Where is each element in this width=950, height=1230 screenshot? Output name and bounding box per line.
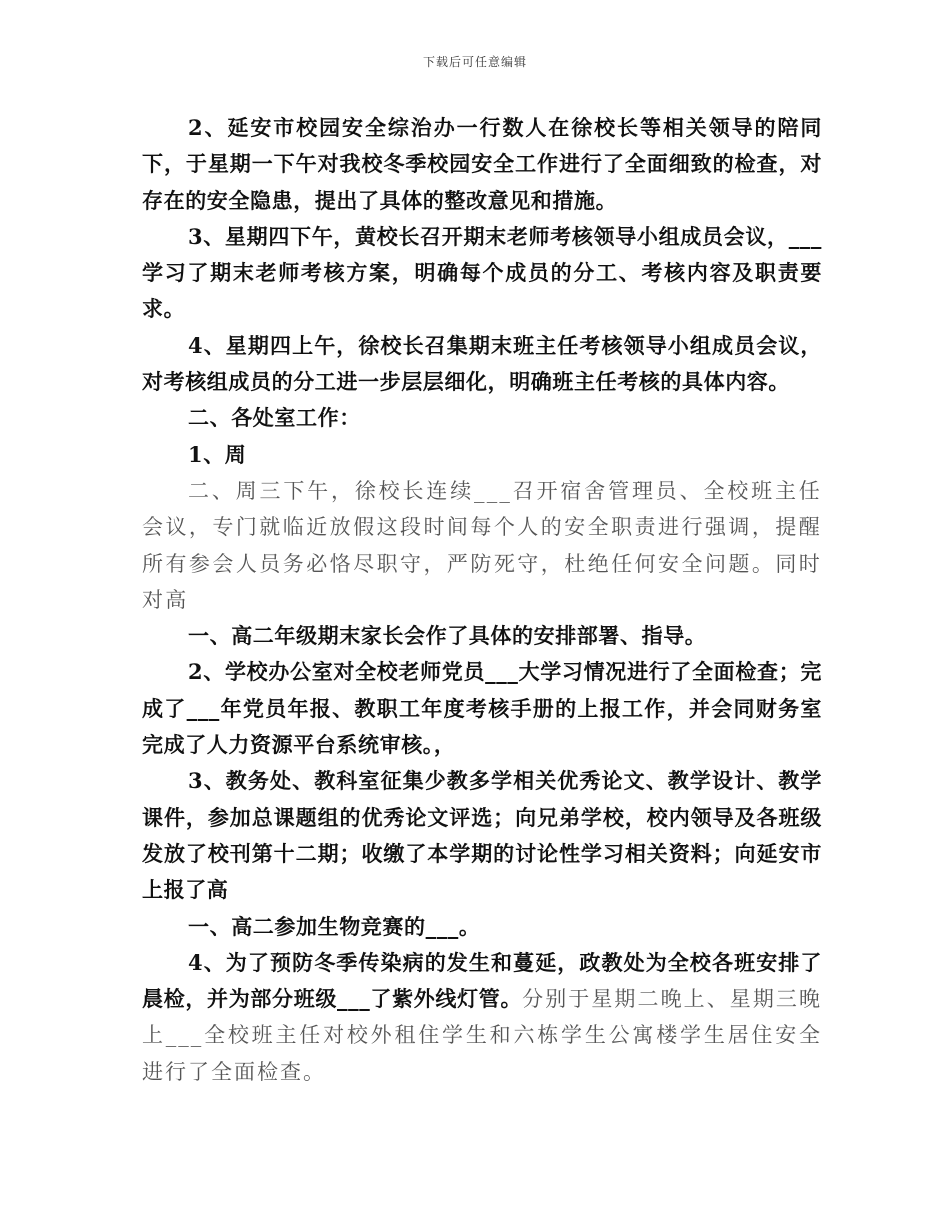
paragraph-office-inspection: 2、学校办公室对全校老师党员___大学习情况进行了全面检查；完成了___年党员年报、教职工年度考核手册的上报工作，并会同财务室完成了人力资源平台系统审核。，: [142, 659, 822, 758]
page-header: 下载后可任意编辑: [422, 55, 527, 69]
document-body: [142, 110, 822, 1090]
paragraph-safety-meeting: 二、周三下午，徐校长连续___召开宿舍管理员、全校班主任会议，专门就临近放假这段时间每个人的安全职责进行强调，提醒所有参会人员务必恪尽职守，严防死守，杜绝任何安全问题。同时对高: [142, 478, 822, 612]
paragraph-inspection: 2、延安市校园安全综治办一行数人在徐校长等相关领导的陪同下，于星期一下午对我校冬季校园安全工作进行了全面细致的检查，对存在的安全隐患，提出了具体的整改意见和措施。: [142, 115, 822, 213]
paragraph-headteacher-assessment-meeting: 4、星期四上午，徐校长召集期末班主任考核领导小组成员会议，对考核组成员的分工进一步层层细化，明确班主任考核的具体内容。: [142, 332, 822, 395]
dormitory-inspection-text: 分别于星期二晚上、星期三晚上___全校班主任对校外租住学生和六栋学生公寓楼学生居住安全进行了全面检查。: [142, 987, 823, 1084]
paragraph-biology-competition: 一、高二参加生物竞赛的___。: [188, 913, 481, 939]
paragraph-disease-prevention: [142, 945, 822, 1090]
paragraph-teacher-assessment-meeting: 3、星期四下午，黄校长召开期末老师考核领导小组成员会议，___学习了期末老师考核方案，明确每个成员的分工、考核内容及职责要求。: [142, 223, 822, 322]
paragraph-item-week: 1、周: [188, 441, 247, 467]
paragraph-parent-meeting: 一、高二年级期末家长会作了具体的安排部署、指导。: [188, 623, 707, 649]
section-heading-departments: 二、各处室工作：: [188, 405, 361, 431]
disease-prevention-text: 4、为了预防冬季传染病的发生和蔓延，政教处为全校各班安排了晨检，并为部分班级___了紫外线灯管。: [142, 949, 822, 1012]
paragraph-academic-affairs: 3、教务处、教科室征集少教多学相关优秀论文、教学设计、教学课件，参加总课题组的优秀论文评选；向兄弟学校，校内领导及各班级发放了校刊第十二期；收缴了本学期的讨论性学习相关资料；向延安市上报了高: [142, 768, 822, 903]
